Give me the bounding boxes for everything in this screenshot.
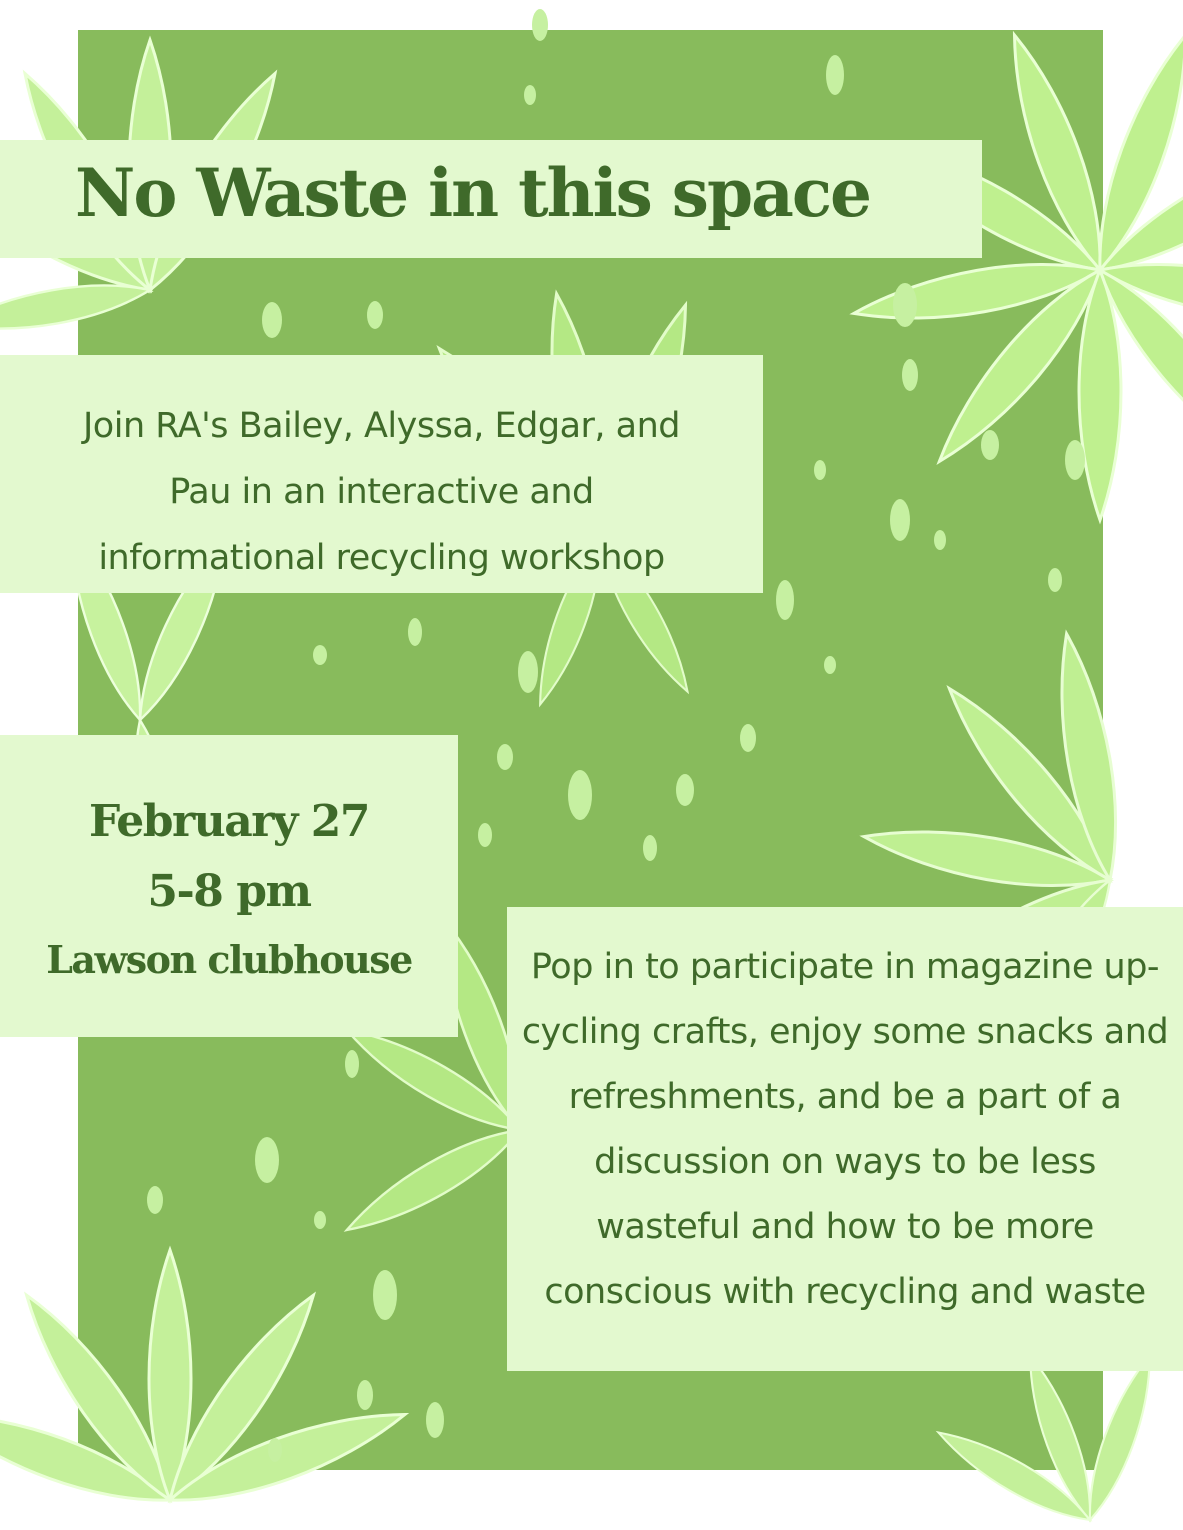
intro-card bbox=[0, 355, 763, 593]
event-details-card bbox=[0, 735, 458, 1037]
event-title: No Waste in this space bbox=[75, 154, 871, 232]
title-banner bbox=[0, 140, 982, 258]
intro-text: Join RA's Bailey, Alyssa, Edgar, and Pau in an interactive and informational recycling workshop bbox=[82, 406, 681, 578]
activity-card bbox=[507, 907, 1183, 1371]
leaf-cluster-top-right bbox=[850, 28, 1183, 520]
activity-text: Pop in to participate in magazine up-cycling crafts, enjoy some snacks and refreshments, and be a part of a discussion on ways to be less wasteful and how to be more conscious with recycling and waste bbox=[521, 947, 1169, 1312]
event-time: 5-8 pm bbox=[147, 866, 311, 917]
event-location: Lawson clubhouse bbox=[46, 937, 412, 982]
event-date: February 27 bbox=[88, 796, 370, 847]
leaf-cluster-bottom-left bbox=[0, 1250, 412, 1520]
leaf-cluster-bottom-right bbox=[931, 1351, 1164, 1530]
